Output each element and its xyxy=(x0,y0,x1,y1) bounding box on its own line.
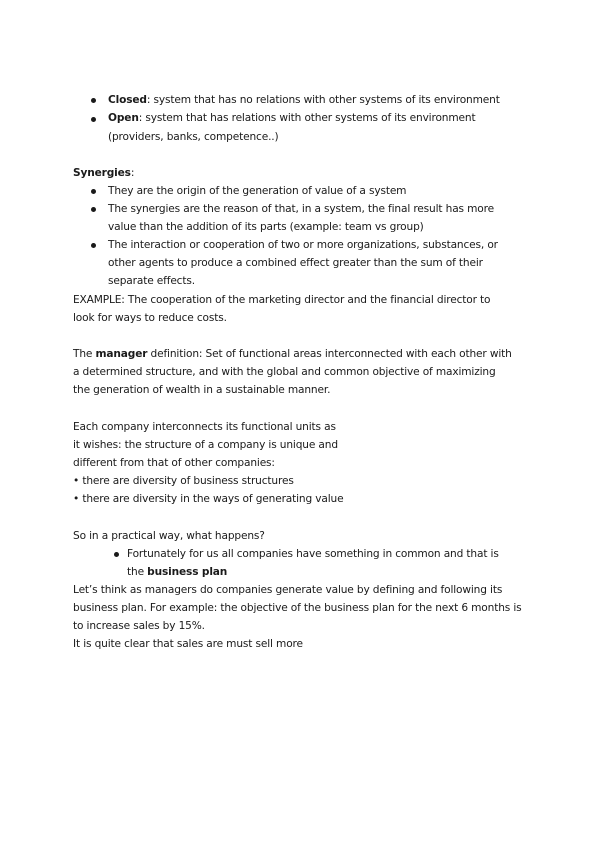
practical-item-pre: the xyxy=(127,566,148,578)
synergies-item-3-line-2: other agents to produce a combined effect greater than the sum of their xyxy=(108,257,483,269)
business-plan-term: business plan xyxy=(147,566,228,578)
manager-line-1 xyxy=(73,345,512,363)
manager-line-3: the generation of wealth in a sustainable manner. xyxy=(73,384,331,396)
manager-term: manager xyxy=(95,348,148,360)
example-line-2: look for ways to reduce costs. xyxy=(73,312,227,324)
synergies-item-3-line-3: separate effects. xyxy=(108,275,195,287)
term-closed: Closed xyxy=(108,94,147,106)
synergies-heading xyxy=(73,164,134,182)
company-line-3: different from that of other companies: xyxy=(73,457,275,469)
manager-pre: The xyxy=(73,348,96,360)
synergies-item-2-line-2: value than the addition of its parts (example: team vs group) xyxy=(108,221,424,233)
bullet xyxy=(91,98,96,103)
example-line-1: EXAMPLE: The cooperation of the marketing director and the financial director to xyxy=(73,294,491,306)
bullet xyxy=(91,207,96,212)
company-line-2: it wishes: the structure of a company is unique and xyxy=(73,439,338,451)
bullet xyxy=(114,552,119,557)
open-definition-cont: (providers, banks, competence..) xyxy=(108,131,279,143)
synergies-colon: : xyxy=(130,167,135,179)
bullet xyxy=(91,117,96,122)
synergies-item-2-line-1: The synergies are the reason of that, in a system, the final result has more xyxy=(108,203,494,215)
practical-paragraph-line-3: to increase sales by 15%. xyxy=(73,620,205,632)
company-line-5: • there are diversity in the ways of generating value xyxy=(73,493,344,505)
company-line-1: Each company interconnects its functional units as xyxy=(73,421,336,433)
bullet xyxy=(91,189,96,194)
bullet xyxy=(91,243,96,248)
open-definition: : system that has relations with other systems of its environment xyxy=(138,112,476,124)
practical-item-line-2 xyxy=(127,563,227,581)
closed-definition: : system that has no relations with other systems of its environment xyxy=(146,94,500,106)
synergies-title: Synergies xyxy=(73,167,131,179)
synergies-item-3-line-1: The interaction or cooperation of two or more organizations, substances, or xyxy=(108,239,498,251)
company-line-4: • there are diversity of business structures xyxy=(73,475,294,487)
practical-paragraph-line-4: It is quite clear that sales are must sell more xyxy=(73,638,303,650)
practical-paragraph-line-1: Let’s think as managers do companies generate value by defining and following its xyxy=(73,584,503,596)
list-item-closed xyxy=(108,91,500,109)
synergies-item-1: They are the origin of the generation of value of a system xyxy=(108,185,407,197)
list-item-open xyxy=(108,109,475,127)
practical-paragraph-line-2: business plan. For example: the objective of the business plan for the next 6 months is xyxy=(73,602,522,614)
manager-rest: definition: Set of functional areas interconnected with each other with xyxy=(147,348,512,360)
manager-line-2: a determined structure, and with the global and common objective of maximizing xyxy=(73,366,496,378)
term-open: Open xyxy=(108,112,139,124)
practical-question: So in a practical way, what happens? xyxy=(73,530,265,542)
practical-item-line-1: Fortunately for us all companies have something in common and that is xyxy=(127,548,499,560)
